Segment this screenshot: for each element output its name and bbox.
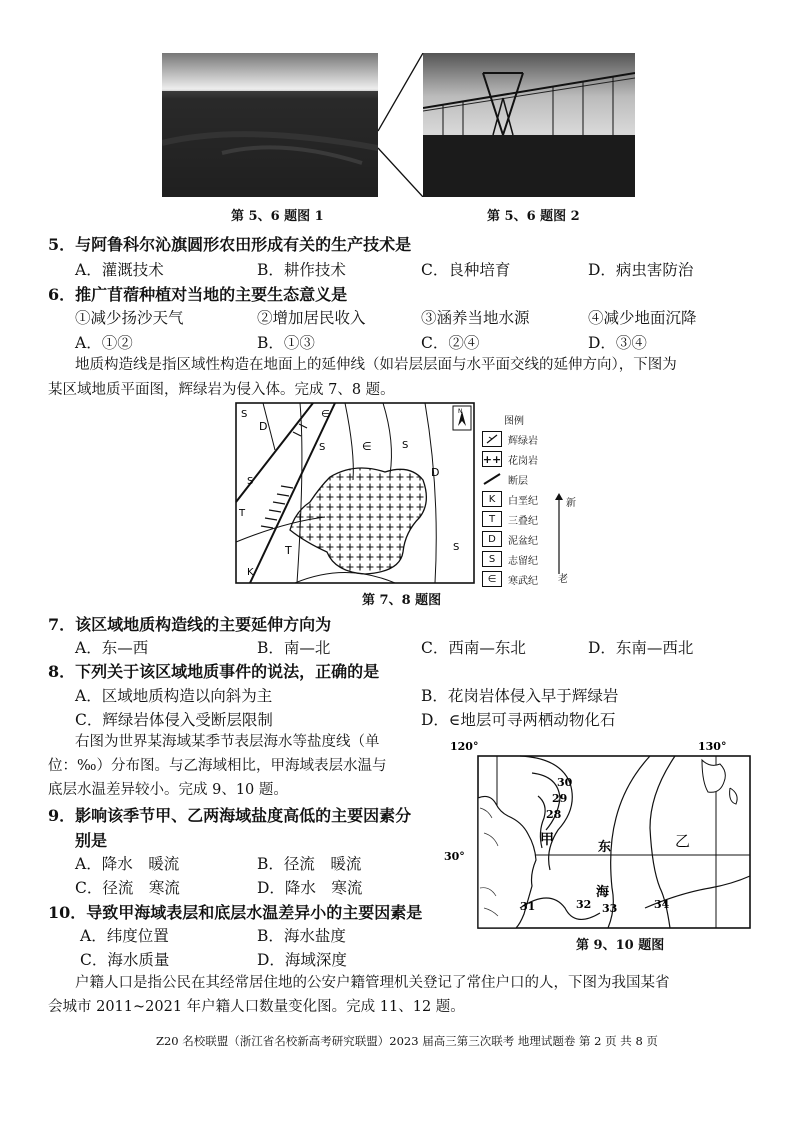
q10-option-a[interactable]: A．纬度位置 [80,927,169,945]
legend-new: 新 [566,498,576,509]
isoline-28: 28 [546,808,562,821]
legend-k-code: K [482,491,502,507]
q10-option-d[interactable]: D．海域深度 [257,951,347,969]
lat-label-30: 30° [444,850,465,863]
q8-option-b[interactable]: B．花岗岩体侵入早于辉绿岩 [421,687,619,705]
north-label: N [458,408,463,415]
isoline-30: 30 [557,776,573,789]
intro-7-8-line1: 地质构造线是指区域性构造在地面上的延伸线（如岩层层面与水平面交线的延伸方向），下图为 [75,357,677,373]
intro-9-10-line3: 底层水温差异较小。完成 9、10 题。 [48,782,288,798]
isoline-29: 29 [552,792,568,805]
salinity-map [440,738,755,930]
q9-option-b[interactable]: B．径流 暖流 [257,855,362,873]
seamap-caption: 第 9、10 题图 [576,938,665,953]
lon-label-130: 130° [698,740,727,753]
legend-title: 图例 [504,416,524,427]
legend-c: 寒武纪 [508,575,538,587]
q10-option-b[interactable]: B．海水盐度 [257,927,346,945]
isoline-33: 33 [602,902,618,915]
legend-t: 三叠纪 [508,515,538,527]
label-t1: T [239,508,246,519]
label-t2: T [285,544,292,557]
question-5-stem: 5．与阿鲁科尔沁旗圆形农田形成有关的生产技术是 [48,235,412,254]
q9-option-c[interactable]: C．径流 寒流 [75,879,180,897]
legend-c-code: ∈ [482,571,502,587]
question-9-stem-line2: 别是 [75,831,108,850]
label-d1: D [259,420,268,433]
geological-map [235,402,475,584]
label-s2: S [319,442,326,453]
legend-fault: 断层 [508,475,528,487]
q8-option-c[interactable]: C．辉绿岩体侵入受断层限制 [75,711,273,729]
q5-option-c[interactable]: C．良种培育 [421,261,511,279]
q7-option-c[interactable]: C．西南—东北 [421,639,526,657]
label-c1: ∈ [321,409,330,420]
label-s5: S [453,542,460,553]
legend-s-code: S [482,551,502,567]
legend-granite: 花岗岩 [508,455,538,467]
q7-option-b[interactable]: B．南—北 [257,639,331,657]
intro-9-10-line1: 右图为世界某海域某季节表层海水等盐度线（单 [75,734,380,750]
lon-label-120: 120° [450,740,479,753]
legend-s: 志留纪 [508,555,538,567]
label-s3: S [402,440,409,451]
zoom-connector-lines [378,53,424,197]
granite-legend-icon: ++ [482,452,502,466]
legend-old: 老 [558,574,568,585]
q6-option-a[interactable]: A．①② [75,334,133,352]
label-s1: S [241,409,248,420]
q5-option-a[interactable]: A．灌溉技术 [75,261,164,279]
question-8-stem: 8．下列关于该区域地质事件的说法，正确的是 [48,662,380,681]
q6-statement-4: ④减少地面沉降 [588,309,697,327]
q9-option-d[interactable]: D．降水 寒流 [257,879,363,897]
question-9-stem-line1: 9．影响该季节甲、乙两海域盐度高低的主要因素分 [48,806,412,825]
geomap-caption: 第 7、8 题图 [362,593,442,608]
sea-label-jia: 甲 [540,832,554,848]
q8-option-a[interactable]: A．区域地质构造以向斜为主 [75,687,273,705]
isoline-31: 31 [520,900,536,913]
label-k1: K [247,567,254,578]
legend-k: 白垩纪 [508,495,538,507]
legend-diabase: 辉绿岩 [508,435,538,447]
intro-7-8-line2: 某区域地质平面图，辉绿岩为侵入体。完成 7、8 题。 [48,382,395,398]
question-6-stem: 6．推广苜蓿种植对当地的主要生态意义是 [48,285,348,304]
intro-11-12-line2: 会城市 2011~2021 年户籍人口数量变化图。完成 11、12 题。 [48,999,465,1015]
question-10-stem: 10．导致甲海域表层和底层水温差异小的主要因素是 [48,903,423,922]
label-d2: D [431,466,440,479]
label-s4: S [247,476,254,487]
photo-center-pivot-irrigation [423,53,635,197]
q6-option-d[interactable]: D．③④ [588,334,647,352]
intro-9-10-line2: 位：‰）分布图。与乙海域相比，甲海域表层水温与 [48,758,387,774]
legend-d-code: D [482,531,502,547]
label-c2: ∈ [362,440,372,453]
q6-statement-3: ③涵养当地水源 [421,309,530,327]
q6-statement-2: ②增加居民收入 [257,309,366,327]
page-footer: Z20 名校联盟（浙江省名校新高考研究联盟）2023 届高三第三次联考 地理试题卷 第 2 页 共 8 页 [156,1034,658,1048]
q6-statement-1: ①减少扬沙天气 [75,309,184,327]
sea-label-dong: 东 [598,840,612,855]
intro-11-12-line1: 户籍人口是指公民在其经常居住地的公安户籍管理机关登记了常住户口的人，下图为我国某省 [75,975,670,991]
q9-option-a[interactable]: A．降水 暖流 [75,855,180,873]
legend-t-code: T [482,511,502,527]
fault-legend-icon [482,472,502,486]
q8-option-d[interactable]: D．∈地层可寻两栖动物化石 [421,711,616,729]
q7-option-d[interactable]: D．东南—西北 [588,639,694,657]
sea-label-hai: 海 [596,885,610,900]
figure-caption-2: 第 5、6 题图 2 [487,209,580,224]
q6-option-c[interactable]: C．②④ [421,334,480,352]
photo-circular-fields [162,53,378,197]
diabase-legend-icon [482,431,502,447]
q5-option-d[interactable]: D．病虫害防治 [588,261,694,279]
q6-option-b[interactable]: B．①③ [257,334,315,352]
q5-option-b[interactable]: B．耕作技术 [257,261,346,279]
geomap-legend [482,412,582,587]
q10-option-c[interactable]: C．海水质量 [80,951,170,969]
isoline-34: 34 [654,898,670,911]
age-arrow-icon [554,492,564,576]
figure-caption-1: 第 5、6 题图 1 [231,209,324,224]
sea-label-yi: 乙 [675,832,691,850]
isoline-32: 32 [576,898,592,911]
question-7-stem: 7．该区域地质构造线的主要延伸方向为 [48,615,332,634]
q7-option-a[interactable]: A．东—西 [75,639,149,657]
legend-d: 泥盆纪 [508,535,538,547]
